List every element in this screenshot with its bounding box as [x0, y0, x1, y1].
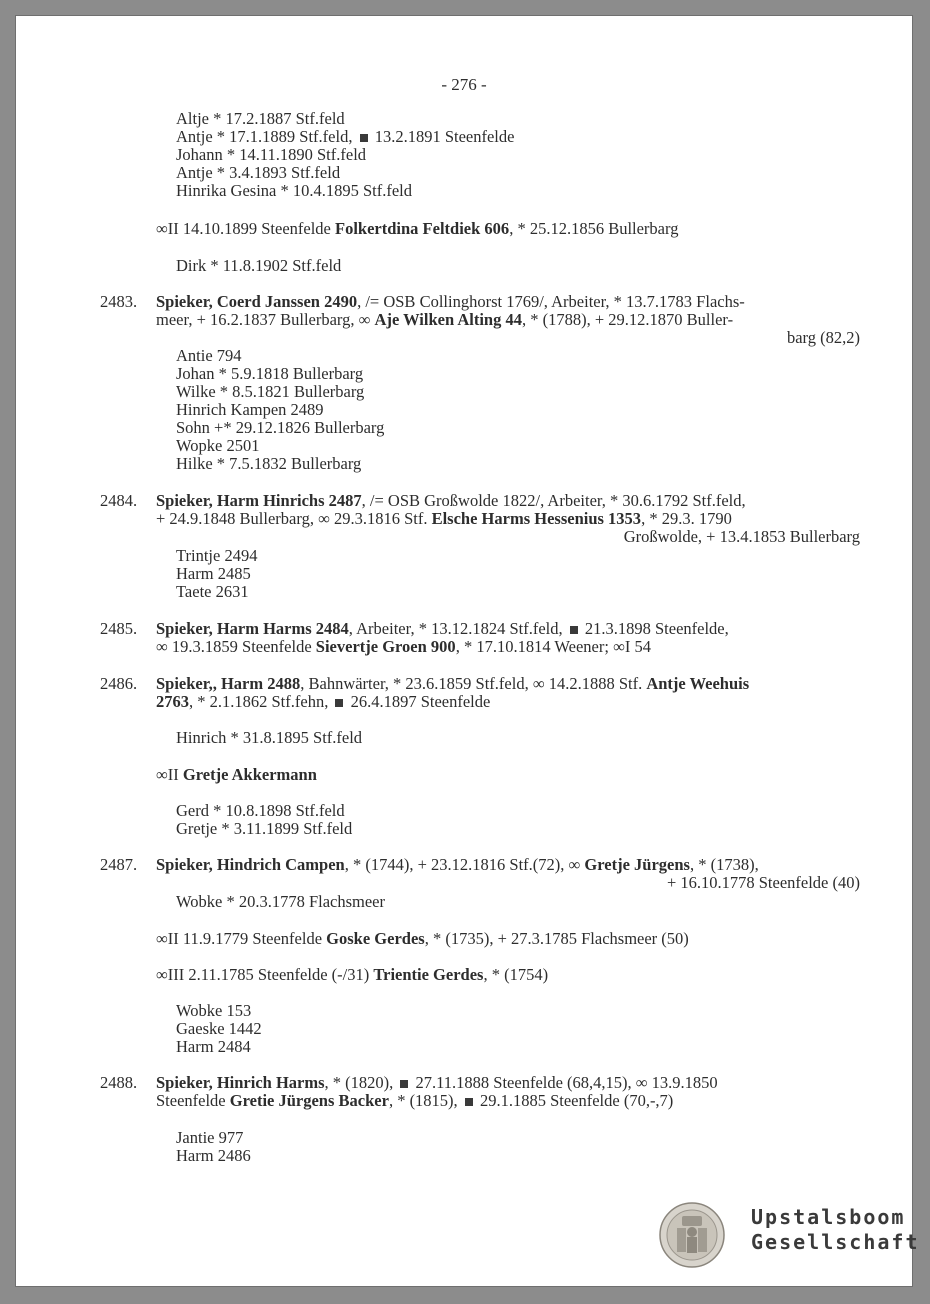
entry-2484: Spieker, Harm Hinrichs 2487, /= OSB Großwolde 1822/, Arbeiter, * 30.6.1792 Stf.feld, + 24.9.1848 Bullerbarg, ∞ 29.3.1816 Stf. Elsche Harms Hessenius 1353, * 29.3. 1790 Großwolde, + 13.4.1853 Bullerbarg	[156, 491, 860, 547]
child-line: Altje * 17.2.1887 Stf.feld	[176, 109, 345, 128]
child-line: Trintje 2494	[176, 546, 258, 565]
entry-number: 2486.	[100, 674, 138, 693]
child-line: Antje * 17.1.1889 Stf.feld, 13.2.1891 Steenfelde	[176, 127, 515, 146]
entry-2486: Spieker,, Harm 2488, Bahnwärter, * 23.6.1859 Stf.feld, ∞ 14.2.1888 Stf. Antje Weehuis 2763, * 2.1.1862 Stf.fehn, 26.4.1897 Steenfelde	[156, 674, 750, 712]
entry-number: 2488.	[100, 1073, 138, 1092]
entry-2485: Spieker, Harm Harms 2484, Arbeiter, * 13.12.1824 Stf.feld, 21.3.1898 Steenfelde, ∞ 19.3.1859 Steenfelde Sievertje Groen 900, * 17.10.1814 Weener; ∞I 54	[156, 619, 729, 657]
marriage-line: ∞II 11.9.1779 Steenfelde Goske Gerdes, * (1735), + 27.3.1785 Flachsmeer (50)	[156, 929, 689, 948]
child-line: Jantie 977	[176, 1128, 244, 1147]
marriage-line: ∞II 14.10.1899 Steenfelde Folkertdina Feltdiek 606, * 25.12.1856 Bullerbarg	[156, 219, 679, 238]
child-line: Harm 2486	[176, 1146, 251, 1165]
child-line: Gerd * 10.8.1898 Stf.feld	[176, 801, 345, 820]
page-number: - 276 -	[441, 75, 487, 94]
entry-number: 2487.	[100, 855, 138, 874]
marriage-line: ∞II Gretje Akkermann	[156, 765, 317, 784]
child-line: Johann * 14.11.1890 Stf.feld	[176, 145, 367, 164]
child-line: Harm 2485	[176, 564, 251, 583]
burial-icon	[570, 626, 578, 634]
child-line: Wilke * 8.5.1821 Bullerbarg	[176, 382, 365, 401]
burial-icon	[360, 134, 368, 142]
child-line: Wobke * 20.3.1778 Flachsmeer	[176, 892, 386, 911]
burial-icon	[335, 699, 343, 707]
child-line: Hilke * 7.5.1832 Bullerbarg	[176, 454, 362, 473]
child-line: Gretje * 3.11.1899 Stf.feld	[176, 819, 353, 838]
child-line: Dirk * 11.8.1902 Stf.feld	[176, 256, 342, 275]
document-page	[16, 16, 920, 1286]
child-line: Sohn +* 29.12.1826 Bullerbarg	[176, 418, 385, 437]
child-line: Hinrika Gesina * 10.4.1895 Stf.feld	[176, 181, 413, 200]
marriage-line: ∞III 2.11.1785 Steenfelde (-/31) Trientie Gerdes, * (1754)	[156, 965, 549, 984]
entry-2483: Spieker, Coerd Janssen 2490, /= OSB Collinghorst 1769/, Arbeiter, * 13.7.1783 Flachs- meer, + 16.2.1837 Bullerbarg, ∞ Aje Wilken Alting 44, * (1788), + 29.12.1870 Buller- barg (82,2)	[156, 292, 860, 348]
burial-icon	[400, 1080, 408, 1088]
entry-2488: Spieker, Hinrich Harms, * (1820), 27.11.1888 Steenfelde (68,4,15), ∞ 13.9.1850 Steenfelde Gretie Jürgens Backer, * (1815), 29.1.1885 Steenfelde (70,-,7)	[156, 1073, 718, 1111]
seal-icon	[659, 1202, 725, 1268]
entry-number: 2483.	[100, 292, 138, 311]
child-line: Johan * 5.9.1818 Bullerbarg	[176, 364, 364, 383]
burial-icon	[465, 1098, 473, 1106]
child-line: Hinrich * 31.8.1895 Stf.feld	[176, 728, 363, 747]
logo-line-2: Gesellschaft	[751, 1230, 920, 1254]
child-line: Wobke 153	[176, 1001, 252, 1020]
child-line: Antie 794	[176, 346, 242, 365]
entry-number: 2484.	[100, 491, 138, 510]
logo-line-1: Upstalsboom	[751, 1205, 906, 1229]
child-line: Wopke 2501	[176, 436, 260, 455]
child-line: Gaeske 1442	[176, 1019, 262, 1038]
society-logo	[659, 1202, 920, 1272]
child-line: Taete 2631	[176, 582, 249, 601]
child-line: Hinrich Kampen 2489	[176, 400, 324, 419]
child-line: Antje * 3.4.1893 Stf.feld	[176, 163, 341, 182]
entry-2487: Spieker, Hindrich Campen, * (1744), + 23.12.1816 Stf.(72), ∞ Gretje Jürgens, * (1738), + 16.10.1778 Steenfelde (40)	[156, 855, 860, 893]
child-line: Harm 2484	[176, 1037, 251, 1056]
entry-number: 2485.	[100, 619, 138, 638]
